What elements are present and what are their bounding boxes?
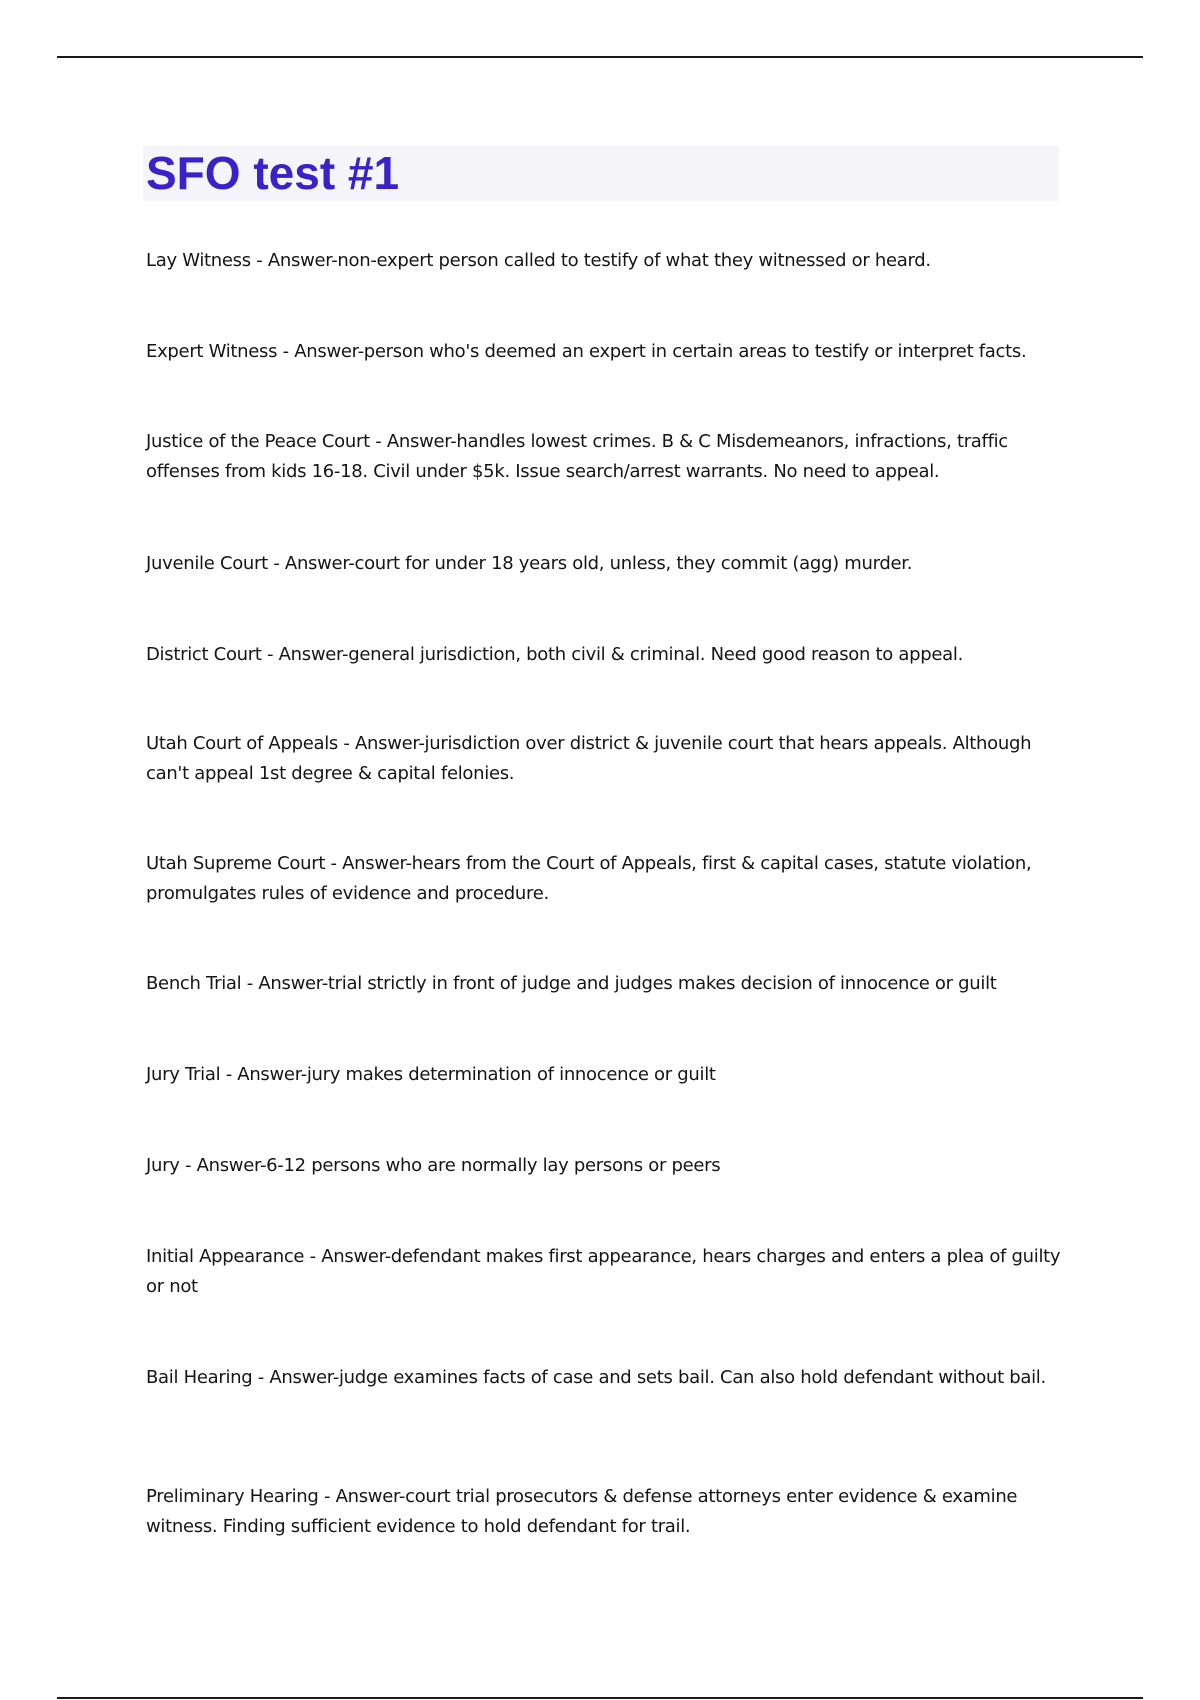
top-rule (57, 56, 1143, 58)
qa-item-jury: Jury - Answer-6-12 persons who are normally lay persons or peers (146, 1155, 721, 1176)
qa-item-jury-trial: Jury Trial - Answer-jury makes determination of innocence or guilt (146, 1064, 716, 1085)
qa-item-utah-supreme-court: Utah Supreme Court - Answer-hears from the Court of Appeals, first & capital cases, statute violation, promulgates rules of evidence and procedure. (146, 853, 1032, 904)
qa-item-district-court: District Court - Answer-general jurisdiction, both civil & criminal. Need good reason to appeal. (146, 644, 964, 665)
qa-item-initial-appearance: Initial Appearance - Answer-defendant makes first appearance, hears charges and enters a plea of guilty or not (146, 1246, 1061, 1297)
qa-item-utah-court-of-appeals: Utah Court of Appeals - Answer-jurisdiction over district & juvenile court that hears appeals. Although can't appeal 1st degree & capital felonies. (146, 733, 1032, 784)
qa-item-bench-trial: Bench Trial - Answer-trial strictly in front of judge and judges makes decision of innocence or guilt (146, 973, 997, 994)
qa-item-expert-witness: Expert Witness - Answer-person who's deemed an expert in certain areas to testify or interpret facts. (146, 341, 1027, 362)
qa-item-lay-witness: Lay Witness - Answer-non-expert person called to testify of what they witnessed or heard. (146, 250, 931, 271)
title-band (143, 146, 1059, 201)
qa-item-juvenile-court: Juvenile Court - Answer-court for under 18 years old, unless, they commit (agg) murder. (146, 553, 913, 574)
document-title: SFO test #1 (146, 147, 400, 199)
qa-item-preliminary-hearing: Preliminary Hearing - Answer-court trial prosecutors & defense attorneys enter evidence & examine witness. Finding sufficient evidence to hold defendant for trail. (146, 1486, 1018, 1537)
bottom-rule (57, 1697, 1143, 1699)
qa-item-bail-hearing: Bail Hearing - Answer-judge examines facts of case and sets bail. Can also hold defendant without bail. (146, 1367, 1046, 1388)
qa-item-justice-of-the-peace-court: Justice of the Peace Court - Answer-handles lowest crimes. B & C Misdemeanors, infractions, traffic offenses from kids 16-18. Civil under $5k. Issue search/arrest warrants. No need to appeal. (146, 431, 1008, 482)
